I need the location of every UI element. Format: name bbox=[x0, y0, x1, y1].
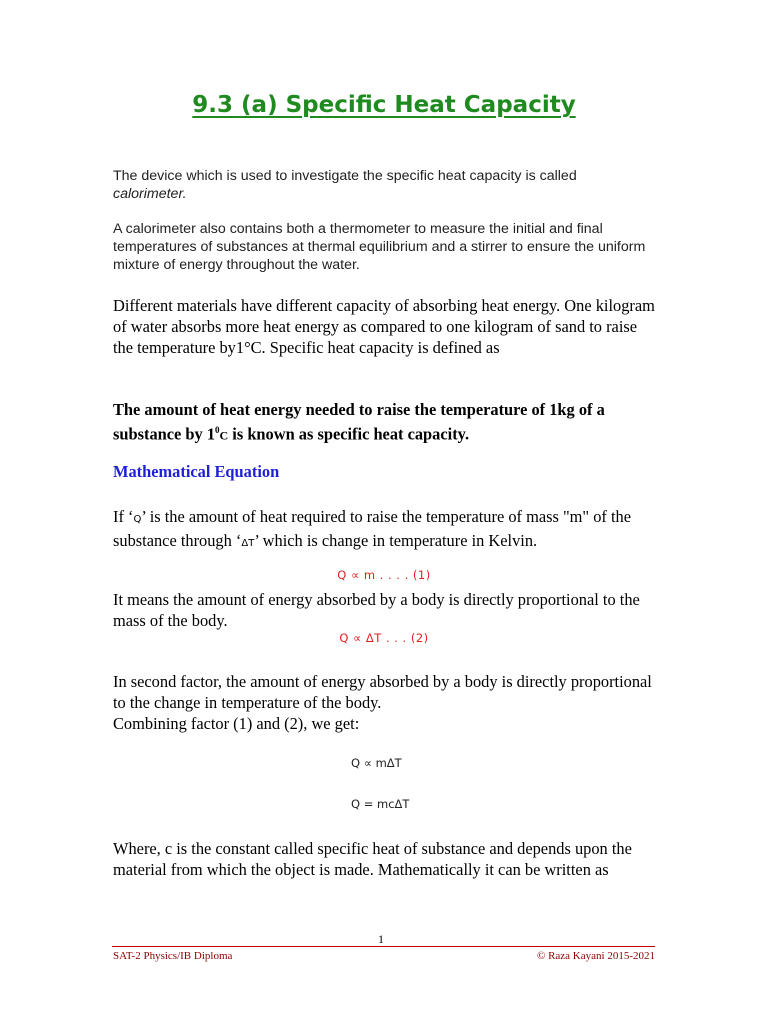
degree-unit: C bbox=[219, 428, 229, 443]
if-text-3: ’ which is change in temperature in Kelvin. bbox=[254, 531, 538, 550]
if-text-1: If ‘ bbox=[113, 507, 134, 526]
materials-paragraph: Different materials have different capacity of absorbing heat energy. One kilogram of water absorbs more heat energy as compared to one kilogram of sand to raise the temperature by1°C. Specific heat capacity is defined as bbox=[113, 296, 655, 357]
q-symbol: Q bbox=[133, 514, 142, 525]
page-title: 9.3 (a) Specific Heat Capacity bbox=[192, 92, 576, 118]
footer-copyright: © Raza Kayani 2015-2021 bbox=[536, 950, 655, 962]
if-text-2: ’ is the amount of heat required to raise the temperature of mass "m" of the substance through ‘ bbox=[113, 507, 631, 550]
delta-t-symbol: ΔT bbox=[241, 538, 255, 549]
if-paragraph bbox=[113, 506, 658, 554]
footer-divider bbox=[112, 946, 655, 947]
calorimeter-term: calorimeter. bbox=[113, 186, 187, 202]
definition-text-end: is known as specific heat capacity. bbox=[228, 424, 470, 444]
means-paragraph: It means the amount of energy absorbed by a body is directly proportional to the mass of the body. bbox=[113, 590, 640, 630]
equation-4: Q = mcΔT bbox=[351, 797, 410, 811]
equation-1: Q ∝ m . . . . (1) bbox=[337, 568, 431, 582]
equation-3: Q ∝ mΔT bbox=[351, 756, 402, 770]
intro-paragraph-2: A calorimeter also contains both a thermometer to measure the initial and final temperatures of substances at thermal equilibrium and a stirrer to ensure the uniform mixture of energy throughout the water. bbox=[113, 221, 646, 273]
section-heading: Mathematical Equation bbox=[113, 462, 280, 481]
second-factor-paragraph: In second factor, the amount of energy absorbed by a body is directly proportional to the change in temperature of the body. bbox=[113, 672, 652, 712]
definition-paragraph bbox=[113, 399, 658, 446]
combining-line: Combining factor (1) and (2), we get: bbox=[113, 714, 360, 733]
where-paragraph: Where, c is the constant called specific heat of substance and depends upon the material from which the object is made. Mathematically it can be written as bbox=[113, 839, 632, 879]
equation-2: Q ∝ ΔT . . . (2) bbox=[339, 631, 429, 645]
definition-text-start: The amount of heat energy needed to raise the temperature of 1kg of a substance by 1 bbox=[113, 400, 605, 444]
degree-sup: 0 bbox=[215, 425, 220, 435]
intro-paragraph-1 bbox=[113, 167, 653, 203]
footer-course: SAT-2 Physics/IB Diploma bbox=[113, 950, 233, 962]
intro-text: The device which is used to investigate the specific heat capacity is called bbox=[113, 168, 577, 184]
page-number: 1 bbox=[378, 932, 384, 946]
